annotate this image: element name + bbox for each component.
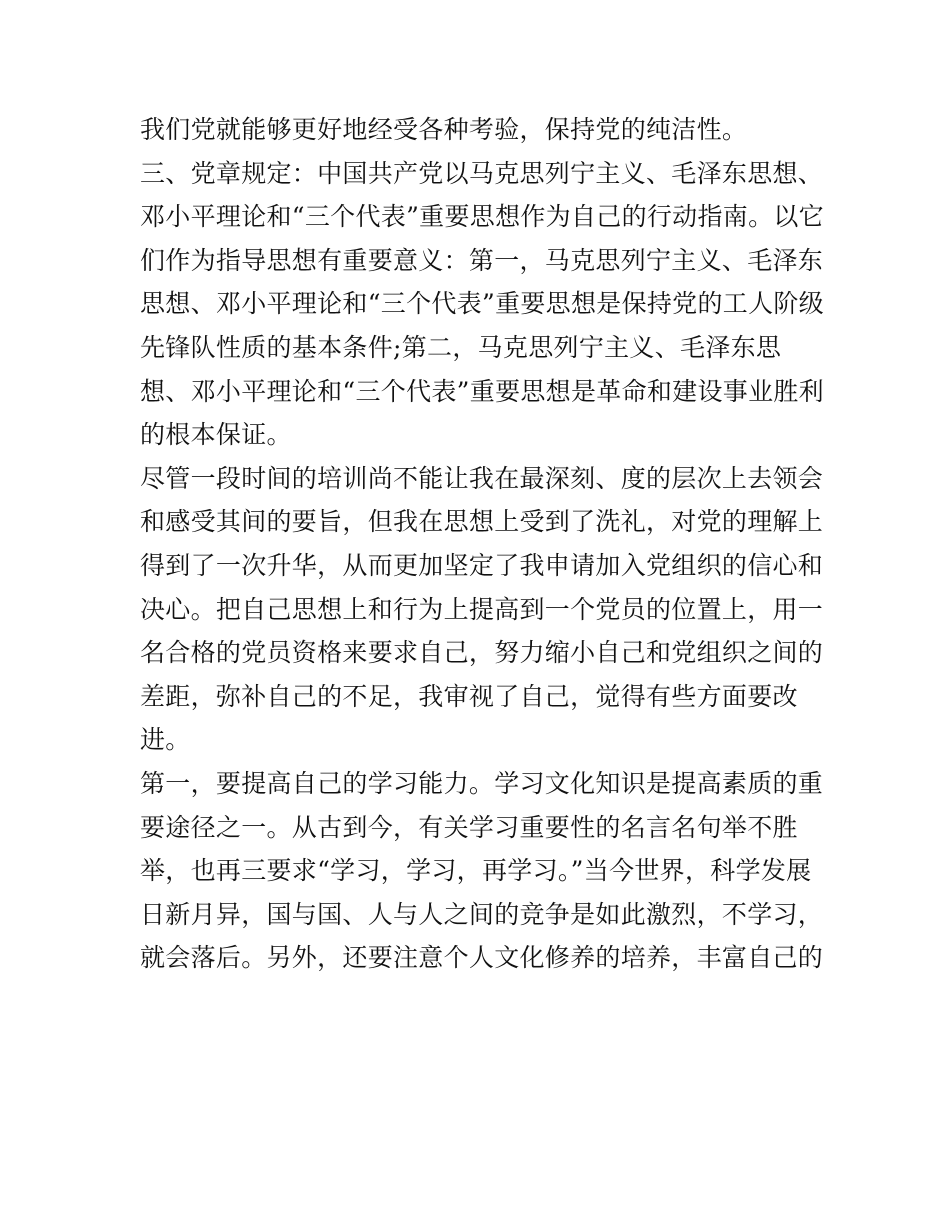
text-line: 得到了一次升华，从而更加坚定了我申请加入党组织的信心和	[140, 550, 824, 580]
text-line: 进。	[140, 725, 191, 755]
text-line: 要途径之一。从古到今，有关学习重要性的名言名句举不胜	[140, 812, 798, 842]
text-line: 三、党章规定：中国共产党以马克思列宁主义、毛泽东思想、	[140, 158, 824, 188]
text-line: 差距，弥补自己的不足，我审视了自己，觉得有些方面要改	[140, 681, 798, 711]
text-line: 思想、邓小平理论和“三个代表”重要思想是保持党的工人阶级	[140, 289, 824, 319]
document-body	[140, 108, 824, 980]
text-line: 举，也再三要求“学习，学习，再学习。”当今世界，科学发展	[140, 856, 812, 886]
text-line: 第一，要提高自己的学习能力。学习文化知识是提高素质的重	[140, 768, 824, 798]
text-line: 日新月异，国与国、人与人之间的竞争是如此激烈，不学习，	[140, 899, 824, 929]
text-line: 名合格的党员资格来要求自己，努力缩小自己和党组织之间的	[140, 638, 824, 668]
text-line: 们作为指导思想有重要意义：第一，马克思列宁主义、毛泽东	[140, 245, 824, 275]
text-line: 决心。把自己思想上和行为上提高到一个党员的位置上，用一	[140, 594, 824, 624]
text-line: 尽管一段时间的培训尚不能让我在最深刻、度的层次上去领会	[140, 463, 824, 493]
text-line: 邓小平理论和“三个代表”重要思想作为自己的行动指南。以它	[140, 202, 824, 232]
text-line: 就会落后。另外，还要注意个人文化修养的培养，丰富自己的	[140, 943, 824, 973]
text-line: 想、邓小平理论和“三个代表”重要思想是革命和建设事业胜利	[140, 376, 824, 406]
text-line: 先锋队性质的基本条件;第二，马克思列宁主义、毛泽东思	[140, 332, 782, 362]
text-line: 我们党就能够更好地经受各种考验，保持党的纯洁性。	[140, 115, 748, 144]
text-line: 的根本保证。	[140, 420, 292, 450]
text-line: 和感受其间的要旨，但我在思想上受到了洗礼，对党的理解上	[140, 507, 824, 537]
